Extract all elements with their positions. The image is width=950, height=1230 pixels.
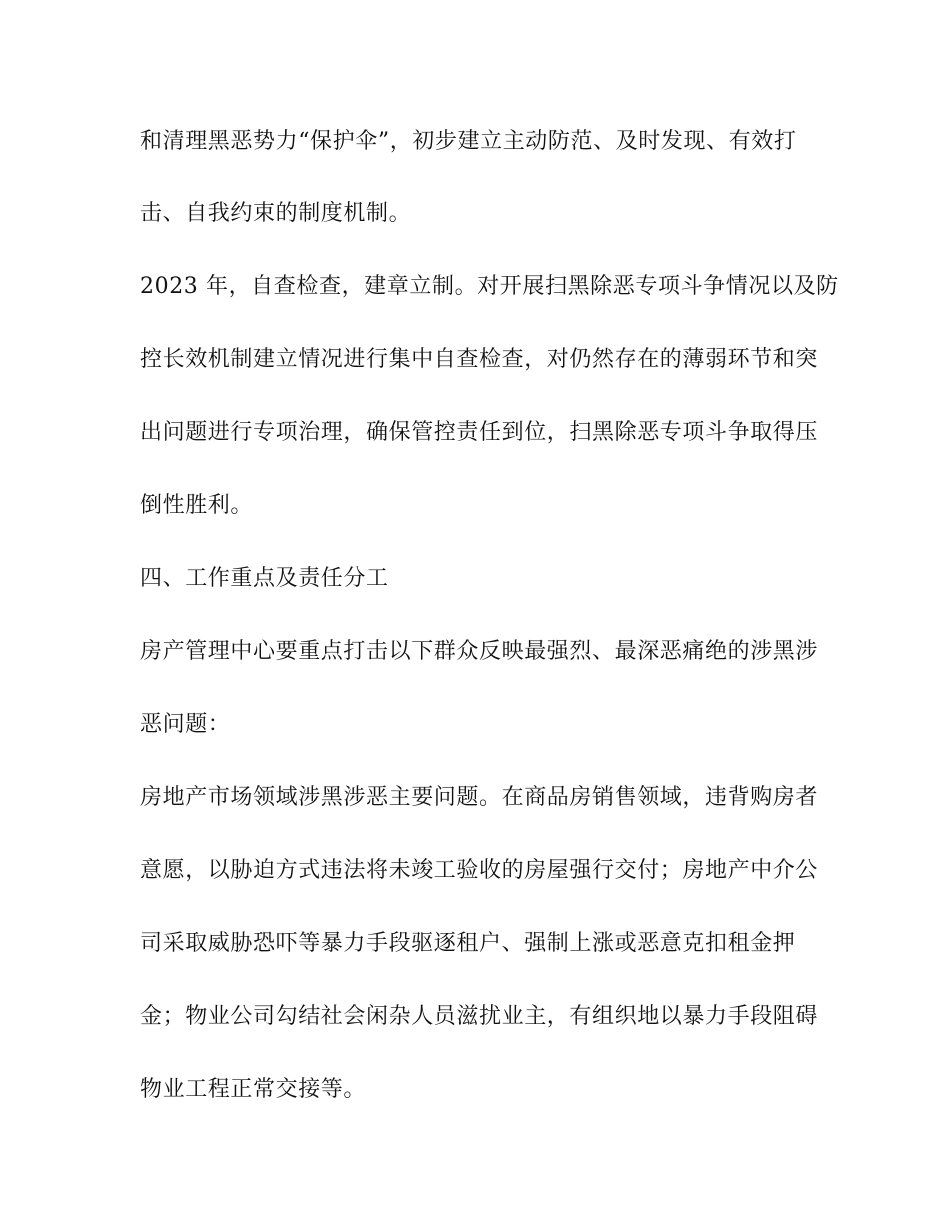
text-line: 出问题进行专项治理，确保管控责任到位，扫黑除恶专项斗争取得压 [140,420,819,445]
text-line: 控长效机制建立情况进行集中自查检查，对仍然存在的薄弱环节和突 [140,347,819,372]
text-line: 2023 年，自查检查，建章立制。对开展扫黑除恶专项斗争情况以及防 [140,274,839,299]
text-line: 房产管理中心要重点打击以下群众反映最强烈、最深恶痛绝的涉黑涉 [140,639,819,664]
text-line: 物业工程正常交接等。 [140,1077,367,1102]
text-line: 意愿，以胁迫方式违法将未竣工验收的房屋强行交付；房地产中介公 [140,858,819,883]
text-line: 和清理黑恶势力“保护伞”，初步建立主动防范、及时发现、有效打 [140,129,797,154]
text-line: 司采取威胁恐吓等暴力手段驱逐租户、强制上涨或恶意克扣租金押 [140,931,796,956]
text-line: 房地产市场领域涉黑涉恶主要问题。在商品房销售领域，违背购房者 [140,785,819,810]
text-line: 恶问题： [140,712,231,737]
section-heading: 四、工作重点及责任分工 [140,566,389,591]
text-line: 击、自我约束的制度机制。 [140,201,412,226]
text-line: 倒性胜利。 [140,493,254,518]
text-line: 金；物业公司勾结社会闲杂人员滋扰业主，有组织地以暴力手段阻碍 [140,1004,819,1029]
